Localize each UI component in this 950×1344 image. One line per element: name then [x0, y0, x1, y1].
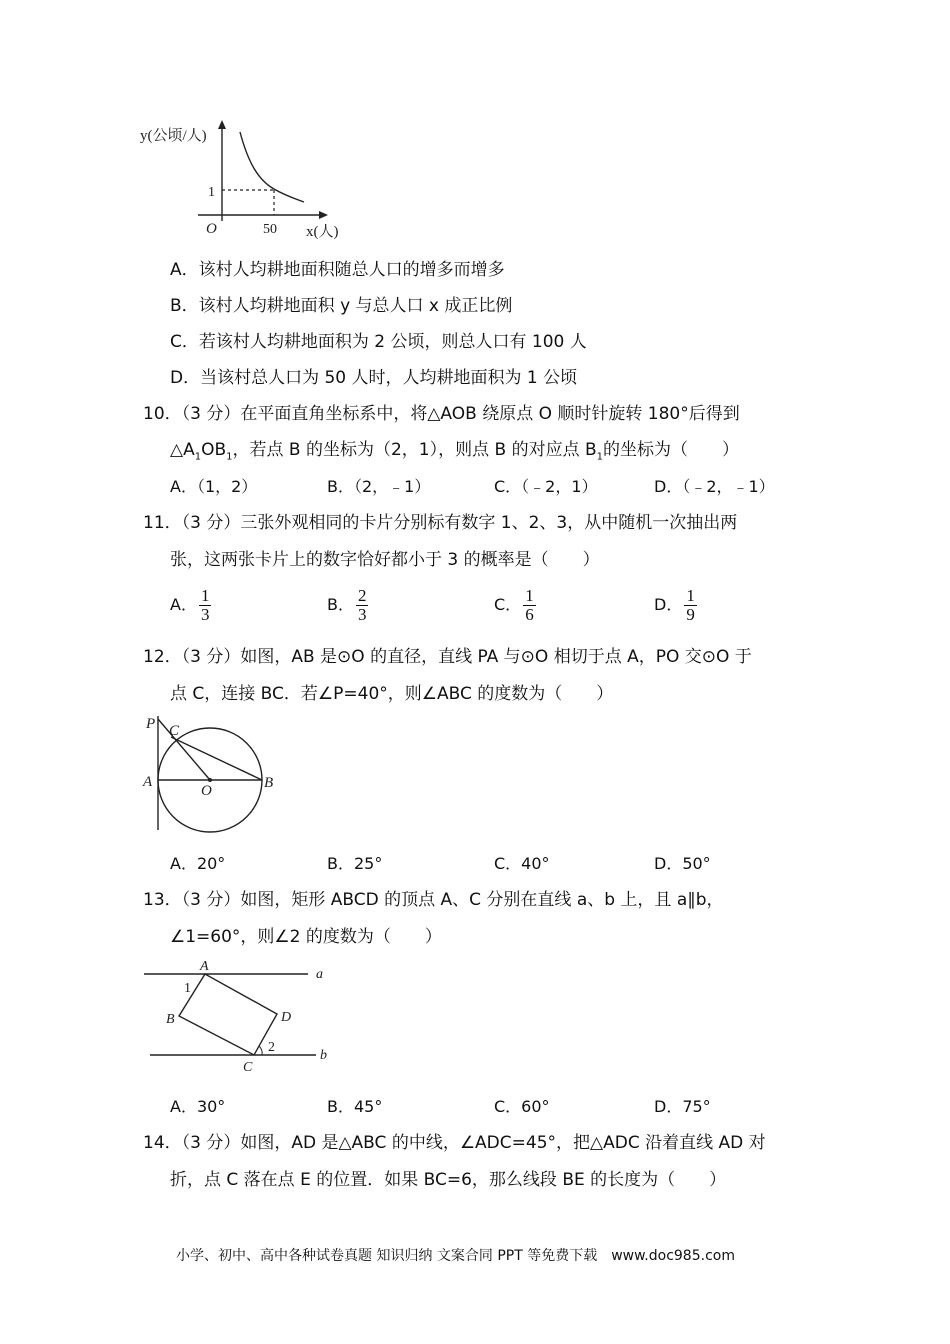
q12-option-d: D．50°	[654, 854, 711, 873]
q12-option-a: A．20°	[170, 854, 226, 873]
q10-text-a: △A	[170, 440, 195, 460]
rectangle-abcd	[179, 974, 277, 1055]
q12-stem-line1: 12．（3 分）如图，AB 是⊙O 的直径，直线 PA 与⊙O 相切于点 A，PO 交⊙O 于	[143, 647, 752, 667]
q13-option-c: C．60°	[494, 1097, 550, 1116]
q9-option-a: A．该村人均耕地面积随总人口的增多而增多	[170, 260, 505, 280]
q10-text-c: ，若点 B 的坐标为（2，1），则点 B 的对应点 B	[232, 440, 597, 460]
origin-label: O	[206, 221, 217, 237]
numerator: 2	[357, 586, 367, 605]
y-tick-label: 1	[208, 185, 215, 200]
q13-stem-line1: 13．（3 分）如图，矩形 ABCD 的顶点 A、C 分别在直线 a、b 上，且 a∥b，	[143, 890, 724, 910]
y-axis-arrow	[218, 120, 226, 129]
label-o: O	[201, 783, 212, 799]
label-p: P	[146, 716, 156, 732]
q11-option-b-fraction	[356, 587, 369, 624]
angle2-arc	[259, 1046, 262, 1055]
label-b: B	[264, 775, 274, 791]
q10-option-d: D．（﹣2，﹣1）	[654, 477, 775, 496]
q11-option-c-fraction	[523, 587, 536, 624]
q10-text-d: 的坐标为（ ）	[603, 440, 740, 460]
page-footer: 小学、初中、高中各种试卷真题 知识归纳 文案合同 PPT 等免费下载 www.doc985.com	[176, 1248, 735, 1264]
y-axis-label: y(公顷/人)	[140, 128, 207, 144]
q11-stem-line2: 张，这两张卡片上的数字恰好都小于 3 的概率是（ ）	[170, 550, 600, 570]
q11-stem-line1: 11．（3 分）三张外观相同的卡片分别标有数字 1、2、3，从中随机一次抽出两	[143, 513, 738, 533]
q12-option-b: B．25°	[327, 854, 383, 873]
label-d: D	[281, 1010, 292, 1025]
q10-sub2: 1	[226, 451, 233, 463]
q10-stem-line1: 10．（3 分）在平面直角坐标系中，将△AOB 绕原点 O 顺时针旋转 180°后得到	[143, 404, 740, 424]
label-a: A	[143, 774, 153, 790]
q13-rectangle-figure	[140, 958, 340, 1078]
denominator: 9	[686, 605, 695, 624]
q10-sub1: 1	[194, 451, 202, 463]
q13-option-d: D．75°	[654, 1097, 711, 1116]
q11-option-c-letter: C．	[494, 595, 522, 614]
center-dot	[208, 778, 212, 782]
q11-option-c	[494, 587, 536, 624]
x-tick-label: 50	[263, 222, 277, 237]
denominator: 3	[357, 605, 367, 624]
q9-option-b: B．该村人均耕地面积 y 与总人口 x 成正比例	[170, 296, 513, 316]
q9-option-d: D．当该村总人口为 50 人时，人均耕地面积为 1 公顷	[170, 368, 578, 388]
denominator: 3	[200, 605, 210, 624]
q10-text-b: OB	[201, 440, 227, 460]
q11-option-a	[170, 587, 211, 624]
q10-option-a: A．（1，2）	[170, 477, 258, 496]
q11-option-d-letter: D．	[654, 595, 683, 614]
numerator: 1	[686, 586, 695, 605]
q13-option-a: A．30°	[170, 1097, 226, 1116]
q14-stem-line1: 14．（3 分）如图，AD 是△ABC 的中线，∠ADC=45°，把△ADC 沿着直线 AD 对	[143, 1133, 766, 1153]
q9-graph	[140, 118, 350, 243]
label-angle1: 1	[184, 981, 191, 996]
numerator: 1	[200, 586, 210, 605]
label-a: A	[200, 959, 209, 974]
q13-option-b: B．45°	[327, 1097, 383, 1116]
q11-option-b	[327, 587, 368, 624]
q12-circle-figure	[140, 712, 280, 837]
q10-stem-line2	[170, 438, 739, 469]
q11-option-d-fraction	[684, 587, 697, 624]
q11-option-a-fraction	[199, 587, 212, 624]
segment-cb	[171, 737, 262, 780]
label-angle2: 2	[268, 1040, 275, 1055]
label-line-b: b	[320, 1048, 327, 1063]
q9-option-c: C．若该村人均耕地面积为 2 公顷，则总人口有 100 人	[170, 332, 587, 352]
label-c: C	[169, 723, 180, 739]
q11-option-b-letter: B．	[327, 595, 354, 614]
x-axis-arrow	[319, 211, 328, 219]
q13-stem-line2: ∠1=60°，则∠2 的度数为（ ）	[170, 927, 442, 947]
x-axis-label: x(人)	[306, 224, 339, 240]
q14-stem-line2: 折，点 C 落在点 E 的位置．如果 BC=6，那么线段 BE 的长度为（ ）	[170, 1170, 727, 1190]
label-c: C	[243, 1060, 253, 1075]
denominator: 6	[525, 605, 534, 624]
inverse-curve	[240, 132, 304, 202]
q10-option-c: C．（﹣2，1）	[494, 477, 598, 496]
label-line-a: a	[316, 967, 323, 982]
q12-option-c: C．40°	[494, 854, 550, 873]
q10-sub3: 1	[596, 451, 604, 463]
q11-option-a-letter: A．	[170, 595, 197, 614]
q12-stem-line2: 点 C，连接 BC．若∠P=40°，则∠ABC 的度数为（ ）	[170, 684, 614, 704]
numerator: 1	[525, 586, 534, 605]
q11-option-d	[654, 587, 697, 624]
q10-option-b: B．（2，﹣1）	[327, 477, 431, 496]
label-b: B	[166, 1012, 175, 1027]
